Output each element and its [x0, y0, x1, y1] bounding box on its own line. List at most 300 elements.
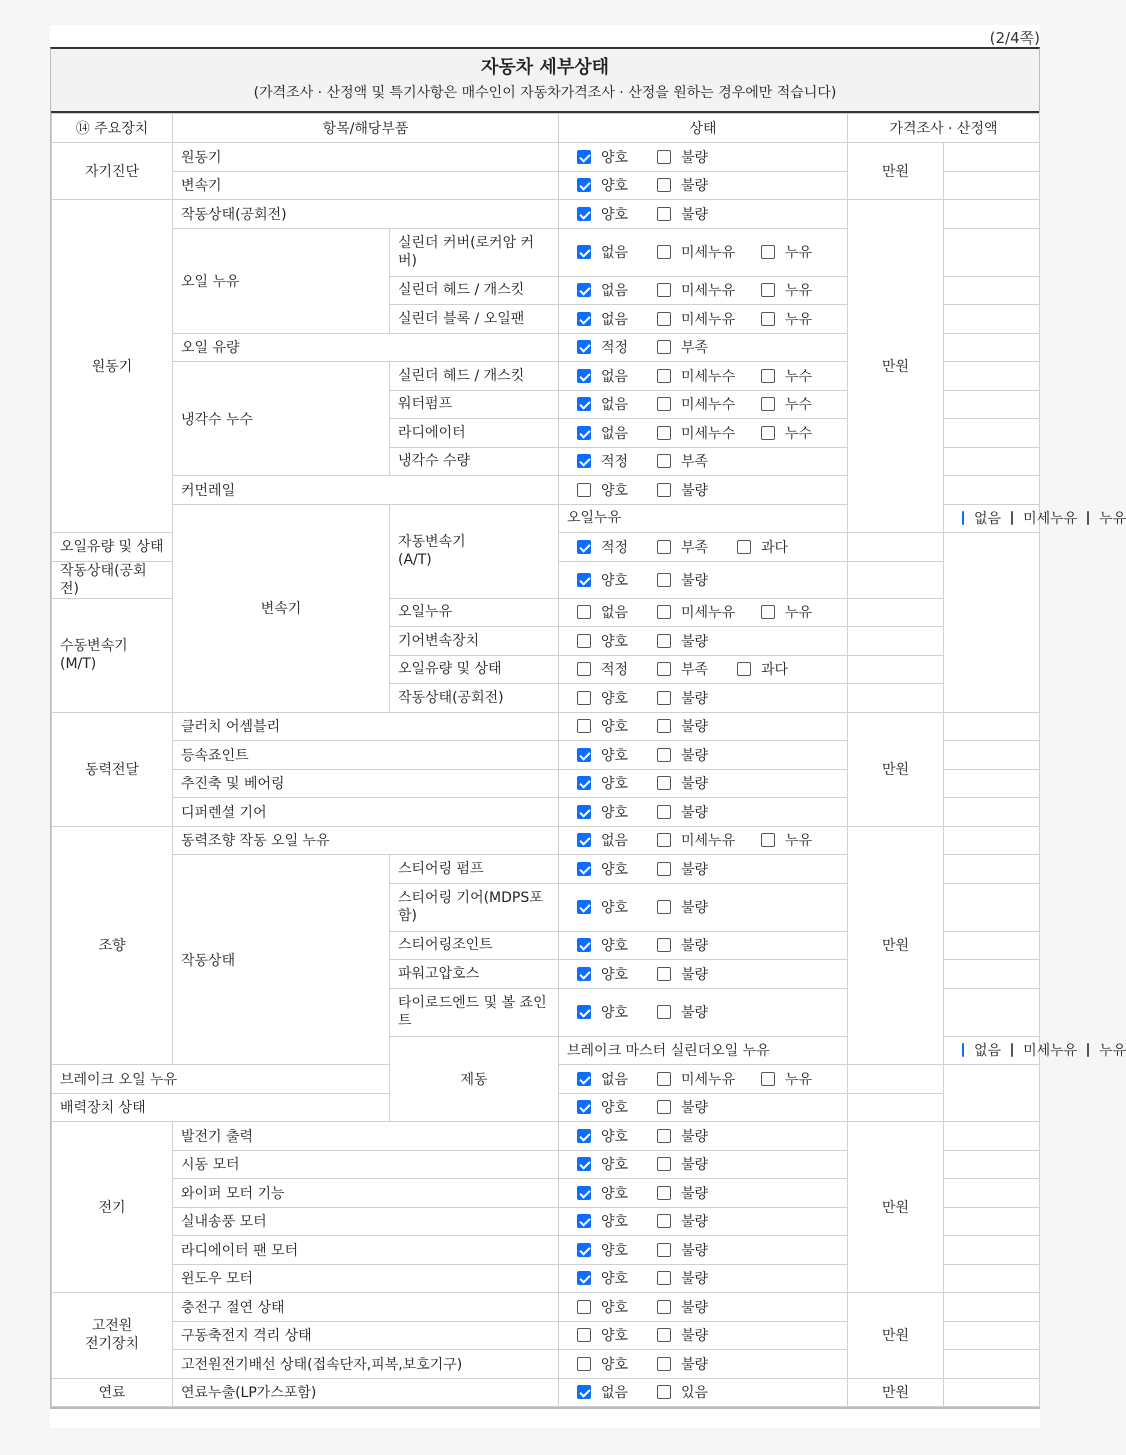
checkbox-bad[interactable]: [657, 573, 671, 587]
checkbox-bad[interactable]: [657, 1005, 671, 1019]
checkbox-good[interactable]: [577, 207, 591, 221]
price-input[interactable]: [944, 712, 1040, 741]
state-options: [567, 716, 839, 736]
state-st_oil_leak: [559, 826, 848, 855]
price-input[interactable]: [848, 1065, 944, 1094]
checkbox-minor_oil[interactable]: [657, 833, 671, 847]
checkbox-good[interactable]: [577, 1129, 591, 1143]
state-at_oil_level: [559, 533, 848, 562]
option-label-bad: 불량: [681, 1100, 709, 1117]
item-eng_idle: 작동상태(공회전): [173, 200, 559, 229]
state-eng_cyl_block: [559, 305, 848, 334]
checkbox-good[interactable]: [577, 1328, 591, 1342]
item-at_line1: [390, 504, 559, 598]
state-options: [567, 204, 839, 224]
state-hv_insulation: [559, 1293, 848, 1322]
checkbox-short[interactable]: [657, 340, 671, 354]
price-input[interactable]: [944, 988, 1040, 1036]
option-label-bad: 불량: [681, 861, 709, 878]
checkbox-bad[interactable]: [657, 967, 671, 981]
item-br_oil: 브레이크 오일 누유: [52, 1065, 390, 1094]
checkbox-short[interactable]: [657, 454, 671, 468]
price-input[interactable]: [944, 333, 1040, 362]
state-eng_cool_head: [559, 362, 848, 391]
price-input[interactable]: [944, 826, 1040, 855]
price-input[interactable]: [944, 1122, 1040, 1151]
checkbox-good[interactable]: [577, 776, 591, 790]
option-label-minor_oil: 미세누유: [681, 245, 736, 261]
state-options: [567, 537, 839, 557]
state-hv_battery: [559, 1321, 848, 1350]
group-hv: [52, 1293, 173, 1379]
checkbox-water[interactable]: [761, 426, 775, 440]
price-input[interactable]: [848, 598, 944, 627]
option-label-none: 없음: [601, 245, 629, 261]
state-el_window: [559, 1264, 848, 1293]
checkbox-bad[interactable]: [657, 1243, 671, 1257]
price-input[interactable]: [944, 362, 1040, 391]
table-row: [52, 826, 1040, 855]
checkbox-proper[interactable]: [577, 340, 591, 354]
state-eng_cyl_cover: [559, 228, 848, 276]
state-options: [567, 570, 839, 590]
item-el_blower: 실내송풍 모터: [173, 1207, 559, 1236]
checkbox-bad[interactable]: [657, 1300, 671, 1314]
option-label-short: 부족: [681, 662, 709, 679]
checkbox-proper[interactable]: [577, 454, 591, 468]
state-el_wiper: [559, 1179, 848, 1208]
state-options: [567, 1069, 839, 1089]
option-label-oil: 누유: [785, 283, 813, 300]
group-transmission: 변속기: [173, 504, 390, 712]
option-label-minor_water: 미세누수: [681, 368, 736, 385]
option-label-good: 양호: [601, 690, 629, 707]
subitem-mt_oil_level: 오일유량 및 상태: [390, 655, 559, 684]
price-input[interactable]: [944, 1207, 1040, 1236]
price-input[interactable]: [944, 1179, 1040, 1208]
item-pw_cv: 등속죠인트: [173, 741, 559, 770]
price-unit: 만원: [848, 826, 944, 1065]
option-label-water: 누수: [785, 397, 813, 414]
checkbox-minor_oil[interactable]: [1011, 511, 1013, 525]
checkbox-exists[interactable]: [657, 1385, 671, 1399]
checkbox-good[interactable]: [577, 1100, 591, 1114]
state-options: [567, 802, 839, 822]
state-options: [567, 859, 839, 879]
option-label-good: 양호: [601, 178, 629, 195]
price-input[interactable]: [944, 931, 1040, 960]
item-at_line1-line1: 자동변속기: [398, 534, 466, 550]
checkbox-oil[interactable]: [761, 605, 775, 619]
subitem-st_gear: 스티어링 기어(MDPS포함): [390, 883, 559, 931]
item-sd_trans: 변속기: [173, 171, 559, 200]
checkbox-bad[interactable]: [657, 483, 671, 497]
group-power: 동력전달: [52, 712, 173, 826]
price-input[interactable]: [944, 476, 1040, 505]
option-label-bad: 불량: [681, 633, 709, 650]
checkbox-minor_oil[interactable]: [657, 312, 671, 326]
document-page: [50, 25, 1126, 1428]
checkbox-oil[interactable]: [761, 245, 775, 259]
checkbox-good[interactable]: [577, 1005, 591, 1019]
option-label-none: 없음: [601, 425, 629, 442]
checkbox-minor_water[interactable]: [657, 397, 671, 411]
checkbox-oil[interactable]: [761, 1072, 775, 1086]
option-label-bad: 불량: [681, 1271, 709, 1288]
state-pw_cv: [559, 741, 848, 770]
price-input[interactable]: [944, 228, 1040, 276]
checkbox-short[interactable]: [657, 662, 671, 676]
price-input[interactable]: [944, 1293, 1040, 1322]
checkbox-none[interactable]: [577, 312, 591, 326]
checkbox-good[interactable]: [577, 1214, 591, 1228]
option-label-good: 양호: [601, 1356, 629, 1373]
state-st_joint: [559, 931, 848, 960]
state-options: [567, 897, 839, 917]
item-el_wiper: 와이퍼 모터 기능: [173, 1179, 559, 1208]
title-area: [51, 49, 1039, 113]
price-input[interactable]: [944, 171, 1040, 200]
item-eng_common_rail: 커먼레일: [173, 476, 559, 505]
item-br_master: 브레이크 마스터 실린더오일 누유: [559, 1036, 944, 1065]
checkbox-minor_oil[interactable]: [1011, 1043, 1013, 1057]
checkbox-none[interactable]: [962, 511, 964, 525]
price-input[interactable]: [944, 143, 1040, 172]
checkbox-bad[interactable]: [657, 900, 671, 914]
item-el_starter: 시동 모터: [173, 1150, 559, 1179]
checkbox-good[interactable]: [577, 967, 591, 981]
state-st_hose: [559, 960, 848, 989]
price-input[interactable]: [944, 769, 1040, 798]
option-label-excess: 과다: [761, 662, 789, 679]
checkbox-good[interactable]: [577, 691, 591, 705]
price-input[interactable]: [944, 1150, 1040, 1179]
option-label-water: 누수: [785, 368, 813, 385]
item-at_line1-line2: (A/T): [398, 552, 432, 568]
checkbox-none[interactable]: [577, 245, 591, 259]
subitem-mt_gear: 기어변속장치: [390, 627, 559, 656]
checkbox-bad[interactable]: [657, 207, 671, 221]
state-options: [952, 1040, 1126, 1060]
option-label-proper: 적정: [601, 454, 629, 471]
option-label-short: 부족: [681, 454, 709, 471]
checkbox-good[interactable]: [577, 900, 591, 914]
state-options: [567, 1268, 839, 1288]
checkbox-oil[interactable]: [761, 312, 775, 326]
checkbox-minor_oil[interactable]: [657, 245, 671, 259]
state-options: [567, 1183, 839, 1203]
price-input[interactable]: [944, 1378, 1040, 1407]
price-input[interactable]: [944, 960, 1040, 989]
option-label-good: 양호: [601, 1157, 629, 1174]
checkbox-good[interactable]: [577, 483, 591, 497]
checkbox-minor_water[interactable]: [657, 426, 671, 440]
checkbox-none[interactable]: [577, 833, 591, 847]
checkbox-good[interactable]: [577, 1186, 591, 1200]
state-options: [567, 1002, 839, 1022]
price-input[interactable]: [944, 855, 1040, 884]
state-at_idle: [559, 561, 848, 598]
state-sd_engine: [559, 143, 848, 172]
state-options: [567, 659, 839, 679]
checkbox-minor_oil[interactable]: [657, 605, 671, 619]
group-steering: 조향: [52, 826, 173, 1065]
checkbox-bad[interactable]: [657, 805, 671, 819]
checkbox-bad[interactable]: [657, 1328, 671, 1342]
price-input[interactable]: [944, 200, 1040, 229]
option-label-minor_water: 미세누수: [681, 425, 736, 442]
checkbox-bad[interactable]: [657, 634, 671, 648]
option-label-good: 양호: [601, 1242, 629, 1259]
state-br_booster: [559, 1093, 848, 1122]
price-input[interactable]: [944, 1264, 1040, 1293]
header-item: 항목/해당부품: [173, 114, 559, 143]
checkbox-bad[interactable]: [657, 938, 671, 952]
page-number: (2/4쪽): [989, 29, 1040, 47]
checkbox-none[interactable]: [577, 1385, 591, 1399]
checkbox-bad[interactable]: [657, 1100, 671, 1114]
state-sd_trans: [559, 171, 848, 200]
option-label-good: 양호: [601, 149, 629, 166]
price-unit: 만원: [848, 200, 944, 533]
checkbox-bad[interactable]: [657, 1186, 671, 1200]
price-unit: 만원: [848, 1293, 944, 1379]
state-eng_cyl_head: [559, 276, 848, 305]
checkbox-good[interactable]: [577, 862, 591, 876]
group-hv-line2: 전기장치: [84, 1336, 140, 1353]
price-input[interactable]: [848, 561, 944, 598]
checkbox-none[interactable]: [962, 1043, 964, 1057]
checkbox-bad[interactable]: [657, 1129, 671, 1143]
option-label-bad: 불량: [681, 482, 709, 499]
option-label-water: 누수: [785, 425, 813, 442]
option-label-proper: 적정: [601, 539, 629, 556]
price-input[interactable]: [944, 883, 1040, 931]
state-eng_idle: [559, 200, 848, 229]
checkbox-good[interactable]: [577, 573, 591, 587]
checkbox-good[interactable]: [577, 1300, 591, 1314]
price-input[interactable]: [848, 655, 944, 684]
checkbox-good[interactable]: [577, 719, 591, 733]
state-mt_gear: [559, 627, 848, 656]
option-label-good: 양호: [601, 719, 629, 736]
option-label-good: 양호: [601, 1100, 629, 1117]
state-eng_water_pump: [559, 390, 848, 419]
checkbox-none[interactable]: [577, 369, 591, 383]
state-options: [567, 1354, 839, 1374]
option-label-minor_oil: 미세누유: [681, 283, 736, 300]
checkbox-excess[interactable]: [737, 540, 751, 554]
table-row: [52, 1122, 1040, 1151]
checkbox-none[interactable]: [577, 1072, 591, 1086]
option-label-oil: 누유: [785, 1071, 813, 1088]
price-input[interactable]: [848, 627, 944, 656]
option-label-oil: 누유: [1099, 511, 1126, 528]
price-input[interactable]: [848, 684, 944, 713]
subitem-eng_cyl_cover: 실린더 커버(로커암 커버): [390, 228, 559, 276]
subitem-st_tierod: 타이로드엔드 및 볼 죠인트: [390, 988, 559, 1036]
option-label-bad: 불량: [681, 1299, 709, 1316]
price-input[interactable]: [848, 533, 944, 562]
checkbox-bad[interactable]: [657, 1357, 671, 1371]
option-label-bad: 불량: [681, 1214, 709, 1231]
checkbox-short[interactable]: [657, 540, 671, 554]
checkbox-bad[interactable]: [657, 748, 671, 762]
checkbox-good[interactable]: [577, 634, 591, 648]
state-el_starter: [559, 1150, 848, 1179]
state-eng_coolant_level: [559, 447, 848, 476]
option-label-none: 없음: [601, 1385, 629, 1402]
option-label-none: 없음: [974, 511, 1002, 528]
subitem-eng_water_pump: 워터펌프: [390, 390, 559, 419]
price-input[interactable]: [944, 447, 1040, 476]
checkbox-none[interactable]: [577, 283, 591, 297]
table-row: [52, 1378, 1040, 1407]
option-label-none: 없음: [974, 1043, 1002, 1060]
price-input[interactable]: [944, 276, 1040, 305]
state-options: [567, 480, 839, 500]
checkbox-water[interactable]: [761, 397, 775, 411]
option-label-oil: 누유: [785, 833, 813, 850]
group-electric: 전기: [52, 1122, 173, 1293]
price-input[interactable]: [944, 1321, 1040, 1350]
option-label-good: 양호: [601, 482, 629, 499]
option-label-good: 양호: [601, 1271, 629, 1288]
option-label-bad: 불량: [681, 804, 709, 821]
subitem-at_idle: 작동상태(공회전): [52, 561, 173, 598]
price-input[interactable]: [848, 1093, 944, 1122]
option-label-short: 부족: [681, 340, 709, 357]
item-pw_diff: 디퍼렌셜 기어: [173, 798, 559, 827]
checkbox-bad[interactable]: [657, 862, 671, 876]
checkbox-excess[interactable]: [737, 662, 751, 676]
checkbox-oil[interactable]: [761, 833, 775, 847]
price-input[interactable]: [944, 305, 1040, 334]
checkbox-water[interactable]: [761, 369, 775, 383]
option-label-minor_oil: 미세누유: [681, 1071, 736, 1088]
price-input[interactable]: [944, 419, 1040, 448]
price-input[interactable]: [944, 1350, 1040, 1379]
checkbox-proper[interactable]: [577, 662, 591, 676]
state-options: [567, 1325, 839, 1345]
checkbox-oil[interactable]: [1087, 1043, 1089, 1057]
checkbox-bad[interactable]: [657, 776, 671, 790]
header-state: 상태: [559, 114, 848, 143]
checkbox-bad[interactable]: [657, 1157, 671, 1171]
checkbox-proper[interactable]: [577, 540, 591, 554]
option-label-good: 양호: [601, 1185, 629, 1202]
option-label-bad: 불량: [681, 1356, 709, 1373]
item-pw_clutch: 클러치 어셈블리: [173, 712, 559, 741]
subitem-mt_idle: 작동상태(공회전): [390, 684, 559, 713]
option-label-bad: 불량: [681, 149, 709, 166]
subitem-eng_cyl_block: 실린더 블록 / 오일팬: [390, 305, 559, 334]
state-options: [567, 602, 839, 622]
state-options: [567, 147, 839, 167]
state-eng_common_rail: [559, 476, 848, 505]
table-row: [52, 1293, 1040, 1322]
checkbox-minor_water[interactable]: [657, 369, 671, 383]
checkbox-bad[interactable]: [657, 178, 671, 192]
state-mt_oil_level: [559, 655, 848, 684]
checkbox-minor_oil[interactable]: [657, 1072, 671, 1086]
checkbox-bad[interactable]: [657, 1214, 671, 1228]
checkbox-good[interactable]: [577, 178, 591, 192]
price-input[interactable]: [944, 390, 1040, 419]
state-el_blower: [559, 1207, 848, 1236]
checkbox-oil[interactable]: [1087, 511, 1089, 525]
checkbox-bad[interactable]: [657, 691, 671, 705]
state-eng_radiator: [559, 419, 848, 448]
option-label-bad: 불량: [681, 719, 709, 736]
checkbox-good[interactable]: [577, 1157, 591, 1171]
state-options: [567, 1211, 839, 1231]
checkbox-oil[interactable]: [761, 283, 775, 297]
checkbox-good[interactable]: [577, 938, 591, 952]
option-label-bad: 불량: [681, 1128, 709, 1145]
group-engine: 원동기: [52, 200, 173, 533]
state-options: [567, 745, 839, 765]
item-fu_leak: 연료누출(LP가스포함): [173, 1378, 559, 1407]
checkbox-good[interactable]: [577, 748, 591, 762]
state-options: [567, 935, 839, 955]
option-label-oil: 누유: [1099, 1043, 1126, 1060]
checkbox-good[interactable]: [577, 150, 591, 164]
price-input[interactable]: [944, 741, 1040, 770]
item-el_window: 윈도우 모터: [173, 1264, 559, 1293]
price-unit: 만원: [848, 1122, 944, 1293]
subitem-eng_coolant_level: 냉각수 수량: [390, 447, 559, 476]
checkbox-bad[interactable]: [657, 1271, 671, 1285]
option-label-good: 양호: [601, 1299, 629, 1316]
state-st_pump: [559, 855, 848, 884]
checkbox-minor_oil[interactable]: [657, 283, 671, 297]
checkbox-none[interactable]: [577, 426, 591, 440]
item-eng_coolant_leak: 냉각수 누수: [173, 362, 390, 476]
item-sd_engine: 원동기: [173, 143, 559, 172]
checkbox-bad[interactable]: [657, 150, 671, 164]
option-label-none: 없음: [601, 311, 629, 328]
checkbox-none[interactable]: [577, 605, 591, 619]
checkbox-good[interactable]: [577, 1271, 591, 1285]
checkbox-bad[interactable]: [657, 719, 671, 733]
subitem-at_oil_leak: 오일누유: [559, 504, 848, 533]
item-eng_oil_level: 오일 유량: [173, 333, 559, 362]
checkbox-none[interactable]: [577, 397, 591, 411]
checkbox-good[interactable]: [577, 1243, 591, 1257]
state-at_oil_leak: [944, 504, 1126, 533]
option-label-minor_oil: 미세누유: [1023, 1043, 1078, 1060]
group-hv-line1: 고전원: [91, 1318, 133, 1335]
price-input[interactable]: [944, 798, 1040, 827]
price-input[interactable]: [944, 1236, 1040, 1265]
state-el_alternator: [559, 1122, 848, 1151]
state-options: [567, 830, 839, 850]
option-label-good: 양호: [601, 747, 629, 764]
option-label-bad: 불량: [681, 1005, 709, 1021]
checkbox-good[interactable]: [577, 1357, 591, 1371]
state-options: [567, 1382, 839, 1402]
detail-form: [50, 47, 1126, 1409]
option-label-bad: 불량: [681, 178, 709, 195]
item-mt_line1-line2: (M/T): [60, 656, 97, 672]
state-options: [567, 964, 839, 984]
item-pw_shaft: 추진축 및 베어링: [173, 769, 559, 798]
option-label-none: 없음: [601, 1071, 629, 1088]
state-options: [567, 175, 839, 195]
checkbox-good[interactable]: [577, 805, 591, 819]
option-label-good: 양호: [601, 1214, 629, 1231]
